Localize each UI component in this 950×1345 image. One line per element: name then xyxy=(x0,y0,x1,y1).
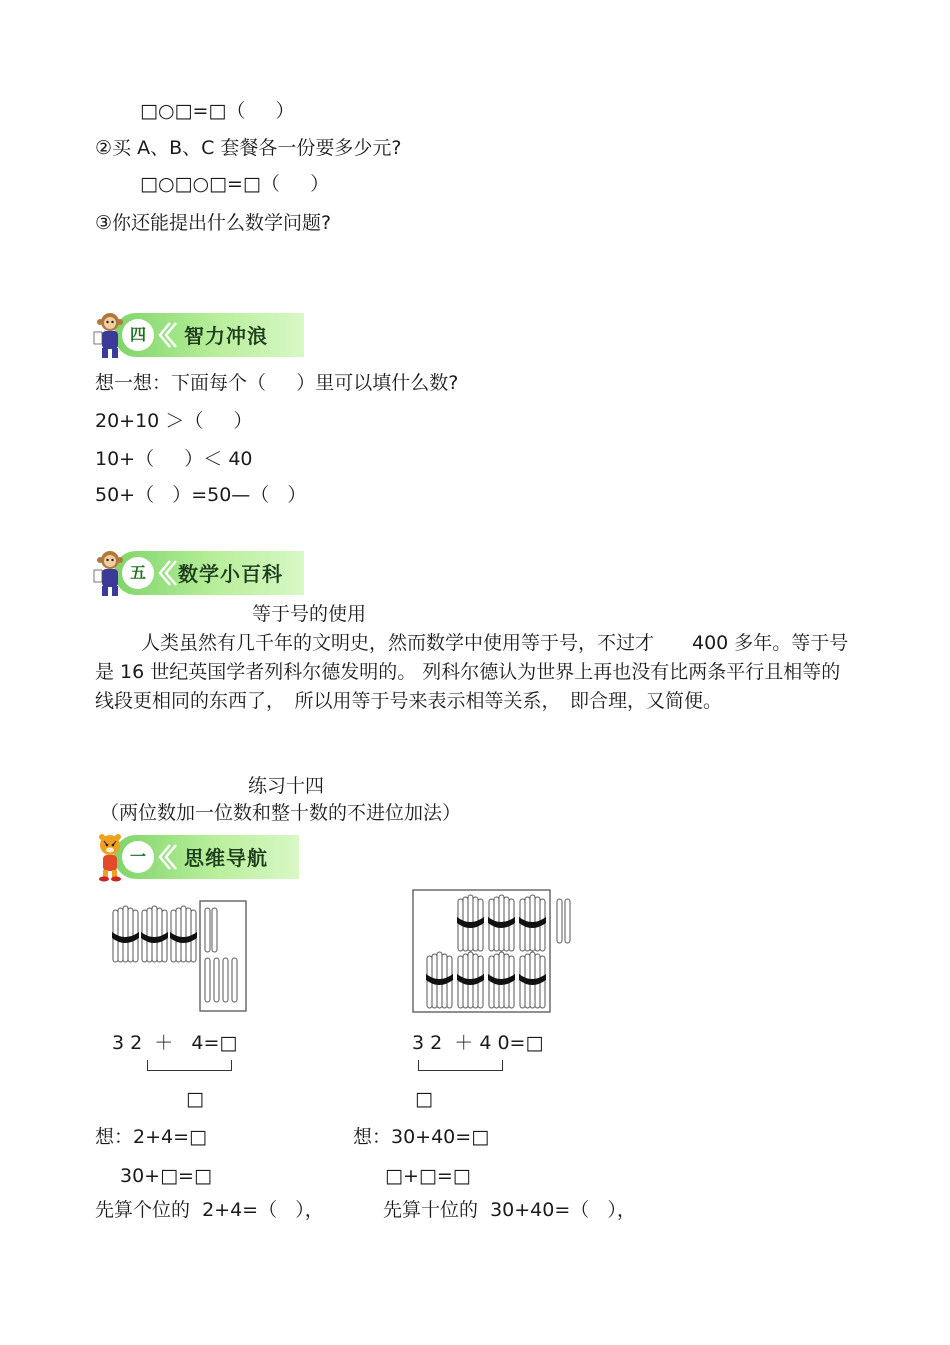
stick-bundle-icon xyxy=(170,906,197,962)
left-equation: 3 2 ＋ 4=□ xyxy=(112,1032,238,1054)
right-equation: 3 2 ＋ 4 0=□ xyxy=(412,1032,544,1054)
stick-bundle-icon xyxy=(519,895,546,951)
section-number: 四 xyxy=(122,319,154,351)
stick-bundle-icon xyxy=(141,906,168,962)
right-step2: □+□=□ xyxy=(385,1165,471,1187)
right-bracket xyxy=(418,1060,503,1071)
right-think: 想：30+40=□ xyxy=(353,1126,490,1148)
right-hint: 先算十位的 30+40=（ ）， xyxy=(383,1199,636,1221)
exercise-line-2: 10+（ ）＜ 40 xyxy=(95,448,253,470)
stick-bundle-icon xyxy=(426,952,453,1008)
left-hint: 先算个位的 2+4=（ ）， xyxy=(95,1199,324,1221)
single-stick-icon xyxy=(205,908,210,952)
section-banner-1 xyxy=(92,832,412,882)
stick-bundle-icon xyxy=(457,952,484,1008)
left-think: 想：2+4=□ xyxy=(95,1126,207,1148)
equation-template-1: □○□=□（ ） xyxy=(140,100,295,122)
right-answer-box[interactable]: □ xyxy=(415,1088,433,1110)
section-banner-5 xyxy=(92,548,412,598)
stick-bundle-icon xyxy=(488,952,515,1008)
section-title: 智力冲浪 xyxy=(184,324,268,348)
single-stick-icon xyxy=(214,958,219,1002)
left-step2: 30+□=□ xyxy=(120,1165,212,1187)
question-3: ③你还能提出什么数学问题? xyxy=(95,212,332,234)
single-stick-icon xyxy=(232,958,237,1002)
single-stick-icon xyxy=(565,899,570,943)
single-stick-icon xyxy=(557,899,562,943)
article-title: 等于号的使用 xyxy=(252,603,367,625)
article-text: 人类虽然有几千年的文明史，然而数学中使用等于号，不过才 400 多年。等于号是 16 世纪英国学者列科尔德发明的。 列科尔德认为世界上再也没有比两条平行且相等的线段更相同的东西了， 所以用等于号来表示相等关系， 即合理，又简便。 xyxy=(95,632,849,712)
equation-template-2: □○□○□=□（ ） xyxy=(140,173,330,195)
left-bracket xyxy=(147,1060,232,1071)
left-answer-box[interactable]: □ xyxy=(186,1088,204,1110)
stick-illustration-right xyxy=(410,887,580,1015)
exercise-line-1: 20+10 ＞（ ） xyxy=(95,410,253,432)
single-stick-icon xyxy=(205,958,210,1002)
section-number: 一 xyxy=(122,841,154,873)
exercise-title: 练习十四 xyxy=(248,775,325,797)
section4-prompt: 想一想：下面每个（ ）里可以填什么数? xyxy=(95,372,459,394)
chevron-left-icon xyxy=(156,843,178,871)
stick-bundle-icon xyxy=(112,906,139,962)
article-paragraph xyxy=(95,629,855,716)
exercise-subtitle: （两位数加一位数和整十数的不进位加法） xyxy=(100,802,462,824)
section-title: 思维导航 xyxy=(184,846,268,870)
single-stick-icon xyxy=(212,908,217,952)
section-title: 数学小百科 xyxy=(178,562,283,586)
stick-illustration-left xyxy=(108,898,253,1016)
stick-bundle-icon xyxy=(519,952,546,1008)
stick-bundle-icon xyxy=(457,895,484,951)
section-number: 五 xyxy=(122,557,154,589)
section-banner-4 xyxy=(92,310,412,360)
single-stick-icon xyxy=(223,958,228,1002)
stick-bundle-icon xyxy=(488,895,515,951)
exercise-line-3: 50+（ ）=50—（ ） xyxy=(95,484,307,506)
chevron-left-icon xyxy=(156,559,178,587)
chevron-left-icon xyxy=(156,321,178,349)
question-2: ②买 A、B、C 套餐各一份要多少元? xyxy=(95,137,402,159)
